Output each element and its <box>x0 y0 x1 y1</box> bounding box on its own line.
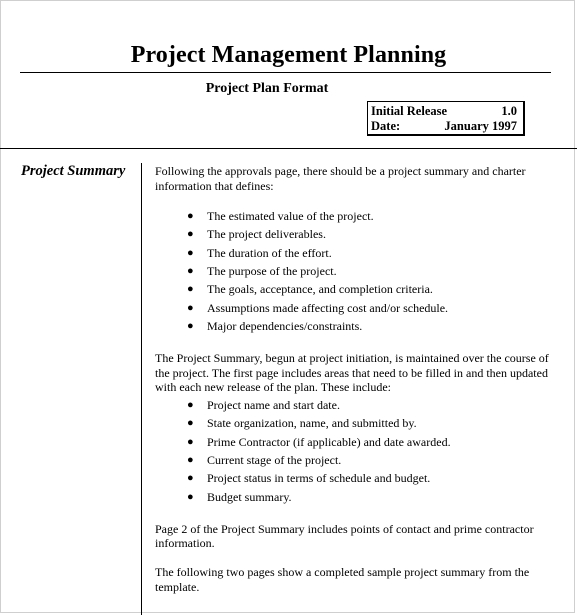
section-divider <box>0 148 577 149</box>
document-title: Project Management Planning <box>130 42 447 68</box>
bullet-icon: ● <box>187 283 194 296</box>
column-divider <box>141 163 142 615</box>
title-divider <box>20 72 551 73</box>
section-label: Project Summary <box>21 163 126 179</box>
list-item <box>155 319 553 337</box>
release-row <box>371 104 517 119</box>
list-item <box>155 246 553 264</box>
list-item <box>155 435 553 453</box>
bullet-icon: ● <box>187 265 194 278</box>
list-item-text: Major dependencies/constraints. <box>207 318 363 333</box>
list-item-text: Current stage of the project. <box>207 452 342 467</box>
list-item-text: State organization, name, and submitted by. <box>207 416 417 431</box>
list-item <box>155 301 553 319</box>
date-label: Date: <box>371 119 401 133</box>
bullet-icon: ● <box>187 417 194 430</box>
list-item <box>155 282 553 300</box>
bullet-icon: ● <box>187 399 194 412</box>
bullet-icon: ● <box>187 246 194 259</box>
list-item-text: Prime Contractor (if applicable) and date awarded. <box>207 434 451 449</box>
list-item-text: Budget summary. <box>207 489 292 504</box>
summary-paragraph: The Project Summary, begun at project initiation, is maintained over the course of the project. The first page includes areas that need to be filled in and then updated with each new release of the plan. These include: <box>155 351 549 395</box>
release-label: Initial Release <box>371 104 448 118</box>
intro-paragraph: Following the approvals page, there should be a project summary and charter information that defines: <box>155 164 526 193</box>
defines-list <box>155 209 553 337</box>
list-item <box>155 227 553 245</box>
date-row <box>371 119 517 134</box>
list-item-text: The project deliverables. <box>207 227 326 242</box>
date-value: January 1997 <box>444 119 517 133</box>
bullet-icon: ● <box>187 453 194 466</box>
release-info-box <box>367 101 525 136</box>
list-item-text: The duration of the effort. <box>207 245 332 260</box>
document-subtitle: Project Plan Format <box>205 81 329 96</box>
section-body <box>155 164 553 594</box>
list-item <box>155 471 553 489</box>
bullet-icon: ● <box>187 472 194 485</box>
includes-list <box>155 398 553 508</box>
list-item <box>155 264 553 282</box>
bullet-icon: ● <box>187 228 194 241</box>
list-item <box>155 209 553 227</box>
list-item <box>155 453 553 471</box>
list-item <box>155 416 553 434</box>
sample-paragraph: The following two pages show a completed sample project summary from the template. <box>155 565 530 594</box>
list-item-text: The purpose of the project. <box>207 264 337 279</box>
list-item <box>155 398 553 416</box>
release-value: 1.0 <box>501 104 517 118</box>
bullet-icon: ● <box>187 301 194 314</box>
list-item-text: The goals, acceptance, and completion criteria. <box>207 282 433 297</box>
bullet-icon: ● <box>187 435 194 448</box>
bullet-icon: ● <box>187 490 194 503</box>
list-item-text: Assumptions made affecting cost and/or schedule. <box>207 300 449 315</box>
contacts-paragraph: Page 2 of the Project Summary includes points of contact and prime contractor information. <box>155 521 534 551</box>
list-item-text: The estimated value of the project. <box>207 209 374 224</box>
list-item-text: Project status in terms of schedule and budget. <box>207 471 431 486</box>
list-item <box>155 490 553 508</box>
bullet-icon: ● <box>187 210 194 223</box>
bullet-icon: ● <box>187 319 194 332</box>
list-item-text: Project name and start date. <box>207 398 340 413</box>
